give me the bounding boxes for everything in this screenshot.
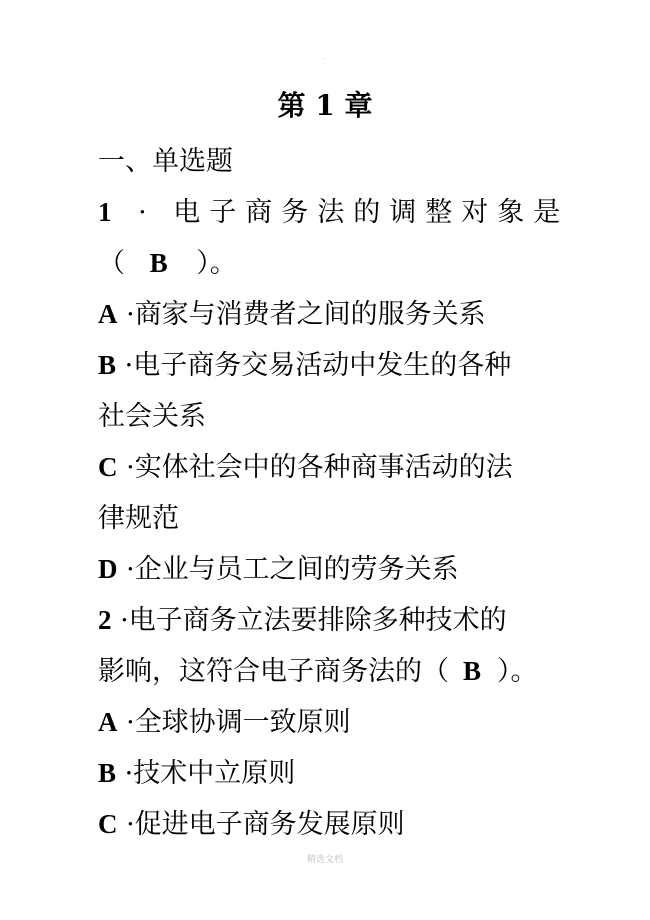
document-body xyxy=(98,136,570,850)
option-label: C xyxy=(98,452,118,482)
option-separator: · xyxy=(126,809,135,840)
option-text: 商家与消费者之间的服务关系 xyxy=(134,299,486,330)
option-label: B xyxy=(98,758,117,788)
question-text: 电子商务法的调整对象是 xyxy=(173,197,570,228)
question-1-answer-line xyxy=(98,238,558,289)
question-text: 电子商务立法要排除多种技术的 xyxy=(128,605,507,636)
option-text: 电子商务交易活动中发生的各种 xyxy=(133,350,512,381)
option-b xyxy=(98,340,558,391)
option-separator: · xyxy=(126,554,135,585)
option-text: 企业与员工之间的劳务关系 xyxy=(134,554,459,585)
option-text: 全球协调一致原则 xyxy=(134,707,351,738)
option-c xyxy=(98,799,558,850)
option-label: A xyxy=(98,299,118,329)
option-b-continuation: 社会关系 xyxy=(98,401,206,432)
option-d xyxy=(98,544,558,595)
answer-letter: B xyxy=(463,656,482,686)
question-separator: · xyxy=(138,197,156,228)
answer-letter: B xyxy=(149,248,168,278)
section-heading: 一、单选题 xyxy=(98,146,233,177)
option-separator: · xyxy=(126,707,135,738)
option-separator: · xyxy=(126,299,135,330)
option-label: C xyxy=(98,809,118,839)
option-separator: · xyxy=(124,758,134,789)
close-paren: ）。 xyxy=(497,656,538,687)
question-2-stem xyxy=(98,595,558,646)
chapter-title: 第 1 章 xyxy=(277,89,373,122)
option-a xyxy=(98,289,558,340)
question-number: 2 xyxy=(98,605,112,635)
option-text: 实体社会中的各种商事活动的法 xyxy=(134,452,513,483)
question-number: 1 xyxy=(98,197,121,227)
question-2-stem-continuation xyxy=(98,646,558,697)
page-footer: 精选文档 xyxy=(306,855,343,865)
option-c-continuation: 律规范 xyxy=(98,503,179,534)
option-label: B xyxy=(98,350,117,380)
option-b xyxy=(98,748,558,799)
question-text: 影响，这符合电子商务法的（ xyxy=(98,656,449,687)
option-text: 促进电子商务发展原则 xyxy=(134,809,405,840)
option-separator: · xyxy=(126,452,135,483)
option-label: A xyxy=(98,707,118,737)
close-paren: ）。 xyxy=(196,248,237,279)
option-text: 技术中立原则 xyxy=(133,758,296,789)
question-1-stem xyxy=(98,187,570,238)
open-paren: （ xyxy=(98,248,125,279)
option-separator: · xyxy=(124,350,134,381)
top-mark: . xyxy=(323,52,327,62)
question-separator: · xyxy=(120,605,129,636)
option-a xyxy=(98,697,558,748)
option-c xyxy=(98,442,558,493)
option-label: D xyxy=(98,554,118,584)
